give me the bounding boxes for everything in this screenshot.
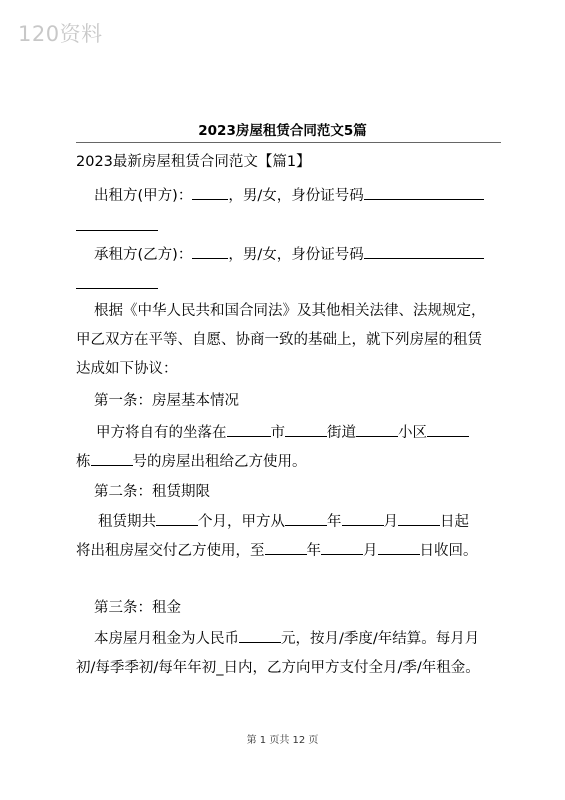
article-2-text-e: 日起 bbox=[440, 514, 469, 530]
article-1-text-d: 小区 bbox=[398, 425, 427, 441]
article-2-text-c: 年 bbox=[327, 514, 342, 530]
start-year-blank bbox=[285, 511, 327, 526]
end-day-blank bbox=[378, 540, 420, 555]
article-2-text-h: 月 bbox=[363, 543, 378, 559]
article-2-text-a: 租赁期共 bbox=[98, 514, 156, 530]
end-year-blank bbox=[265, 540, 307, 555]
article-1-text-e: 栋 bbox=[76, 454, 91, 470]
start-month-blank bbox=[342, 511, 384, 526]
page-footer: 第 1 页共 12 页 bbox=[246, 735, 319, 746]
watermark-logo: 120资料 bbox=[18, 22, 103, 46]
article-2-text-b: 个月，甲方从 bbox=[198, 514, 285, 530]
district-blank bbox=[356, 422, 398, 437]
section-heading: 2023最新房屋租赁合同范文【篇1】 bbox=[76, 154, 311, 170]
article-2-text-g: 年 bbox=[306, 543, 321, 559]
lessee-gender-text: ，男/女，身份证号码 bbox=[228, 247, 364, 263]
article-2-text-f: 将出租房屋交付乙方使用，至 bbox=[76, 543, 265, 559]
article-2-line-1 bbox=[98, 511, 469, 532]
lessor-name-blank bbox=[192, 185, 228, 200]
document-title: 2023房屋租赁合同范文5篇 bbox=[198, 123, 367, 139]
article-3-title: 第三条：租金 bbox=[94, 600, 181, 616]
street-blank bbox=[285, 422, 327, 437]
start-day-blank bbox=[398, 511, 440, 526]
lessee-label: 承租方(乙方)： bbox=[94, 247, 193, 263]
lessee-line bbox=[94, 244, 484, 265]
city-blank bbox=[227, 422, 271, 437]
lessee-id-continuation-blank bbox=[76, 288, 158, 289]
lessee-id-blank bbox=[364, 244, 484, 259]
lessor-label: 出租方(甲方)： bbox=[94, 188, 193, 204]
lessor-line bbox=[94, 185, 484, 206]
article-3-line-1 bbox=[94, 628, 479, 649]
lessor-id-blank bbox=[364, 185, 484, 200]
article-2-text-d: 月 bbox=[383, 514, 398, 530]
lessor-id-continuation-blank bbox=[76, 230, 158, 231]
months-blank bbox=[156, 511, 198, 526]
intro-line-3: 达成如下协议： bbox=[76, 361, 178, 377]
intro-line-1: 根据《中华人民共和国合同法》及其他相关法律、法规规定， bbox=[94, 303, 486, 319]
title-divider bbox=[76, 142, 501, 143]
article-3-line-2: 初/每季季初/每年年初_日内，乙方向甲方支付全月/季/年租金。 bbox=[76, 660, 480, 676]
article-3-text-a: 本房屋月租金为人民币 bbox=[94, 631, 239, 647]
rent-amount-blank bbox=[239, 628, 281, 643]
community-blank bbox=[427, 422, 469, 437]
article-2-title: 第二条：租赁期限 bbox=[94, 484, 210, 500]
article-1-text-b: 市 bbox=[270, 425, 285, 441]
article-1-line-2 bbox=[76, 451, 307, 472]
article-1-title: 第一条：房屋基本情况 bbox=[94, 393, 239, 409]
lessee-name-blank bbox=[192, 244, 228, 259]
lessor-gender-text: ，男/女，身份证号码 bbox=[228, 188, 364, 204]
article-1-text-f: 号的房屋出租给乙方使用。 bbox=[132, 454, 307, 470]
end-month-blank bbox=[321, 540, 363, 555]
article-1-line-1 bbox=[96, 422, 469, 443]
article-3-text-b: 元，按月/季度/年结算。每月月 bbox=[281, 631, 480, 647]
article-2-text-i: 日收回。 bbox=[419, 543, 478, 559]
article-1-text-a: 甲方将自有的坐落在 bbox=[96, 425, 227, 441]
intro-line-2: 甲乙双方在平等、自愿、协商一致的基础上，就下列房屋的租赁 bbox=[76, 332, 482, 348]
article-1-text-c: 街道 bbox=[327, 425, 356, 441]
building-blank bbox=[91, 451, 133, 466]
article-2-line-2 bbox=[76, 540, 478, 561]
